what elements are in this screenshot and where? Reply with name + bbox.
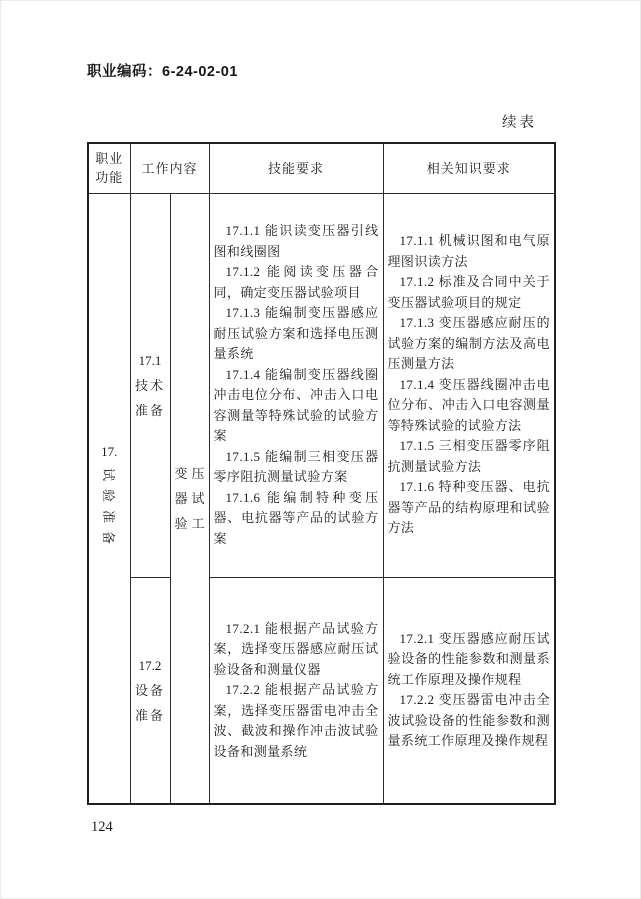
occupation-code: 职业编码：6-24-02-01 [87,64,238,80]
knowledge-item: 17.2.2 变压器雷电冲击全波试验设备的性能参数和测量系统工作原理及操作规程 [387,692,551,749]
table-header-row [88,143,555,193]
cell-work-item-17-2 [130,577,170,804]
function-name-vertical: 试验准备 [100,468,116,553]
skill-item: 17.1.4 能编制变压器线圈冲击电位分布、冲击入口电容测量等特殊试验的试验方案 [213,366,379,443]
work-item-name: 技术准备 [135,377,166,418]
cell-knowledge-17-1 [383,193,555,577]
table-row-17-2 [88,577,555,804]
cell-knowledge-17-2 [383,577,555,804]
knowledge-item: 17.2.1 变压器感应耐压试验设备的性能参数和测量系统工作原理及操作规程 [387,630,551,687]
cell-occupational-function [88,193,130,804]
skill-item: 17.1.2 能阅读变压器合同，确定变压器试验项目 [213,264,379,300]
header-occupational-function: 职业功能 [88,143,130,193]
skill-item: 17.1.1 能识读变压器引线图和线圈图 [213,223,379,259]
knowledge-item: 17.1.6 特种变压器、电抗器等产品的结构原理和试验方法 [387,479,551,536]
skill-item: 17.1.6 能编制特种变压器、电抗器等产品的试验方案 [213,489,379,546]
header-skill-requirements: 技能要求 [209,143,383,193]
function-number: 17. [101,444,118,460]
header-knowledge-requirements: 相关知识要求 [383,143,555,193]
knowledge-item: 17.1.1 机械识图和电气原理图识读方法 [387,233,551,269]
standard-requirements-table [87,142,556,805]
knowledge-item: 17.1.4 变压器线圈冲击电位分布、冲击入口电容测量等特殊试验的试验方法 [387,376,551,433]
skill-item: 17.2.1 能根据产品试验方案，选择变压器感应耐压试验设备和测量仪器 [213,620,379,677]
work-item-number: 17.1 [138,352,162,368]
cell-skills-17-2 [209,577,383,804]
knowledge-item: 17.1.3 变压器感应耐压的试验方案的编制方法及高电压测量方法 [387,315,551,372]
knowledge-item: 17.1.5 三相变压器零序阻抗测量试验方法 [387,438,551,474]
header-work-content: 工作内容 [130,143,209,193]
trade-name: 变压器试验工 [174,465,209,531]
continued-table-label: 续表 [502,115,537,131]
skill-item: 17.1.5 能编制三相变压器零序阻抗测量试验方案 [213,448,379,484]
cell-skills-17-1 [209,193,383,577]
work-item-name: 设备准备 [135,682,166,723]
knowledge-item: 17.1.2 标准及合同中关于变压器试验项目的规定 [387,274,551,310]
work-item-number: 17.2 [138,657,162,673]
page-number: 124 [91,819,113,835]
skill-item: 17.2.2 能根据产品试验方案，选择变压器雷电冲击全波、截波和操作冲击波试验设备和测量系统 [213,682,379,759]
skill-item: 17.1.3 能编制变压器感应耐压试验方案和选择电压测量系统 [213,305,379,361]
table-row-17-1 [88,193,555,577]
cell-work-item-17-1 [130,193,170,577]
cell-trade-name [170,193,209,804]
